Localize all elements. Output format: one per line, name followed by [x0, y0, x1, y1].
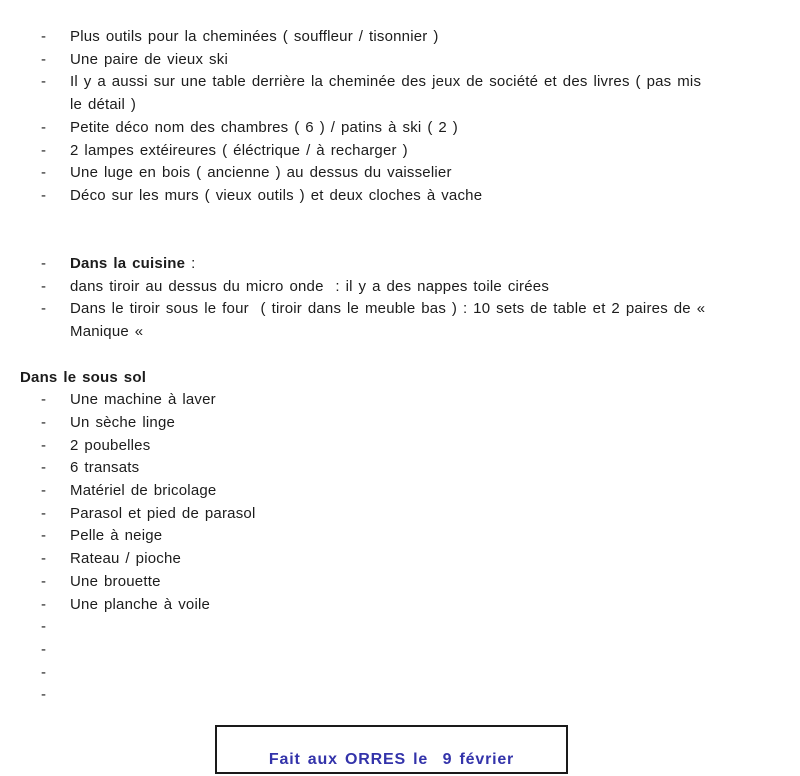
list-item	[0, 503, 800, 526]
bullet-dash: -	[41, 550, 47, 568]
list-item-text: Une luge en bois ( ancienne ) au dessus du vaisselier	[70, 164, 452, 182]
bullet-dash: -	[41, 186, 47, 204]
list-item-text: dans tiroir au dessus du micro onde : il y a des nappes toile cirées	[70, 277, 550, 295]
bullet-dash: -	[41, 118, 47, 136]
heading-colon: :	[191, 255, 196, 273]
list-item-text: Une planche à voile	[70, 595, 211, 613]
list-item-text: Petite déco nom des chambres ( 6 ) / patins à ski ( 2 )	[70, 118, 458, 136]
list-item	[0, 548, 800, 571]
list-item	[0, 480, 800, 503]
list-item-text: 2 lampes extéireures ( éléctrique / à recharger )	[70, 141, 408, 159]
list-item-text: Une machine à laver	[70, 391, 216, 409]
list-item-continuation	[0, 94, 800, 117]
list-item	[0, 412, 800, 435]
section-gap	[0, 344, 800, 367]
list-item	[0, 117, 800, 140]
footer-box	[215, 725, 568, 774]
section-gap	[0, 208, 800, 253]
list-item-text: Un sèche linge	[70, 413, 176, 431]
list-item-empty	[0, 616, 800, 639]
bullet-dash: -	[41, 255, 47, 273]
list-item-text: Plus outils pour la cheminées ( souffleur / tisonnier )	[70, 28, 439, 45]
list-item-text: 6 transats	[70, 459, 140, 477]
list-item-text: Pelle à neige	[70, 527, 163, 545]
bullet-dash: -	[41, 618, 47, 636]
section-heading-basement	[0, 367, 800, 390]
section-heading-text: Dans la cuisine	[70, 255, 186, 273]
bullet-dash: -	[41, 413, 47, 431]
list-item-empty	[0, 639, 800, 662]
list-item	[0, 276, 800, 299]
bullet-dash: -	[41, 436, 47, 454]
bullet-dash: -	[41, 595, 47, 613]
footer-text: Fait aux ORRES le 9 février	[268, 751, 515, 768]
list-item	[0, 162, 800, 185]
list-item-text: Parasol et pied de parasol	[70, 504, 256, 522]
list-item	[0, 594, 800, 617]
bullet-dash: -	[41, 50, 47, 68]
list-item	[0, 435, 800, 458]
list-item	[0, 389, 800, 412]
bullet-dash: -	[41, 572, 47, 590]
bullet-dash: -	[41, 640, 47, 658]
list-item-text: Une brouette	[70, 572, 161, 590]
list-item-empty	[0, 684, 800, 707]
list-item	[0, 525, 800, 548]
list-item	[0, 71, 800, 94]
bullet-dash: -	[41, 28, 47, 45]
list-item-text: Rateau / pioche	[70, 550, 182, 568]
bullet-dash: -	[41, 686, 47, 704]
list-item-text: Il y a aussi sur une table derrière la cheminée des jeux de société et des livres ( pas mis	[70, 73, 702, 91]
list-item	[0, 26, 800, 49]
bullet-dash: -	[41, 391, 47, 409]
list-item-text: Dans le tiroir sous le four ( tiroir dans le meuble bas ) : 10 sets de table et 2 paires de «	[70, 300, 706, 318]
list-item-text: 2 poubelles	[70, 436, 151, 454]
list-item	[0, 457, 800, 480]
list-item	[0, 49, 800, 72]
list-item	[0, 571, 800, 594]
list-item-empty	[0, 662, 800, 685]
list-item	[0, 298, 800, 321]
list-item-text: Matériel de bricolage	[70, 482, 217, 500]
section-heading-text: Dans le sous sol	[20, 368, 147, 386]
list-item-text: le détail )	[70, 96, 137, 114]
bullet-dash: -	[41, 482, 47, 500]
bullet-dash: -	[41, 300, 47, 318]
section-heading-kitchen	[0, 253, 800, 276]
bullet-dash: -	[41, 504, 47, 522]
bullet-dash: -	[41, 277, 47, 295]
bullet-dash: -	[41, 527, 47, 545]
bullet-dash: -	[41, 459, 47, 477]
list-item-text: Déco sur les murs ( vieux outils ) et deux cloches à vache	[70, 186, 483, 204]
list-item	[0, 140, 800, 163]
list-item-text: Une paire de vieux ski	[70, 50, 228, 68]
list-item-continuation	[0, 321, 800, 344]
bullet-dash: -	[41, 141, 47, 159]
list-item-text: Manique «	[70, 323, 144, 341]
bullet-dash: -	[41, 164, 47, 182]
list-item	[0, 185, 800, 208]
bullet-dash: -	[41, 73, 47, 91]
bullet-dash: -	[41, 663, 47, 681]
